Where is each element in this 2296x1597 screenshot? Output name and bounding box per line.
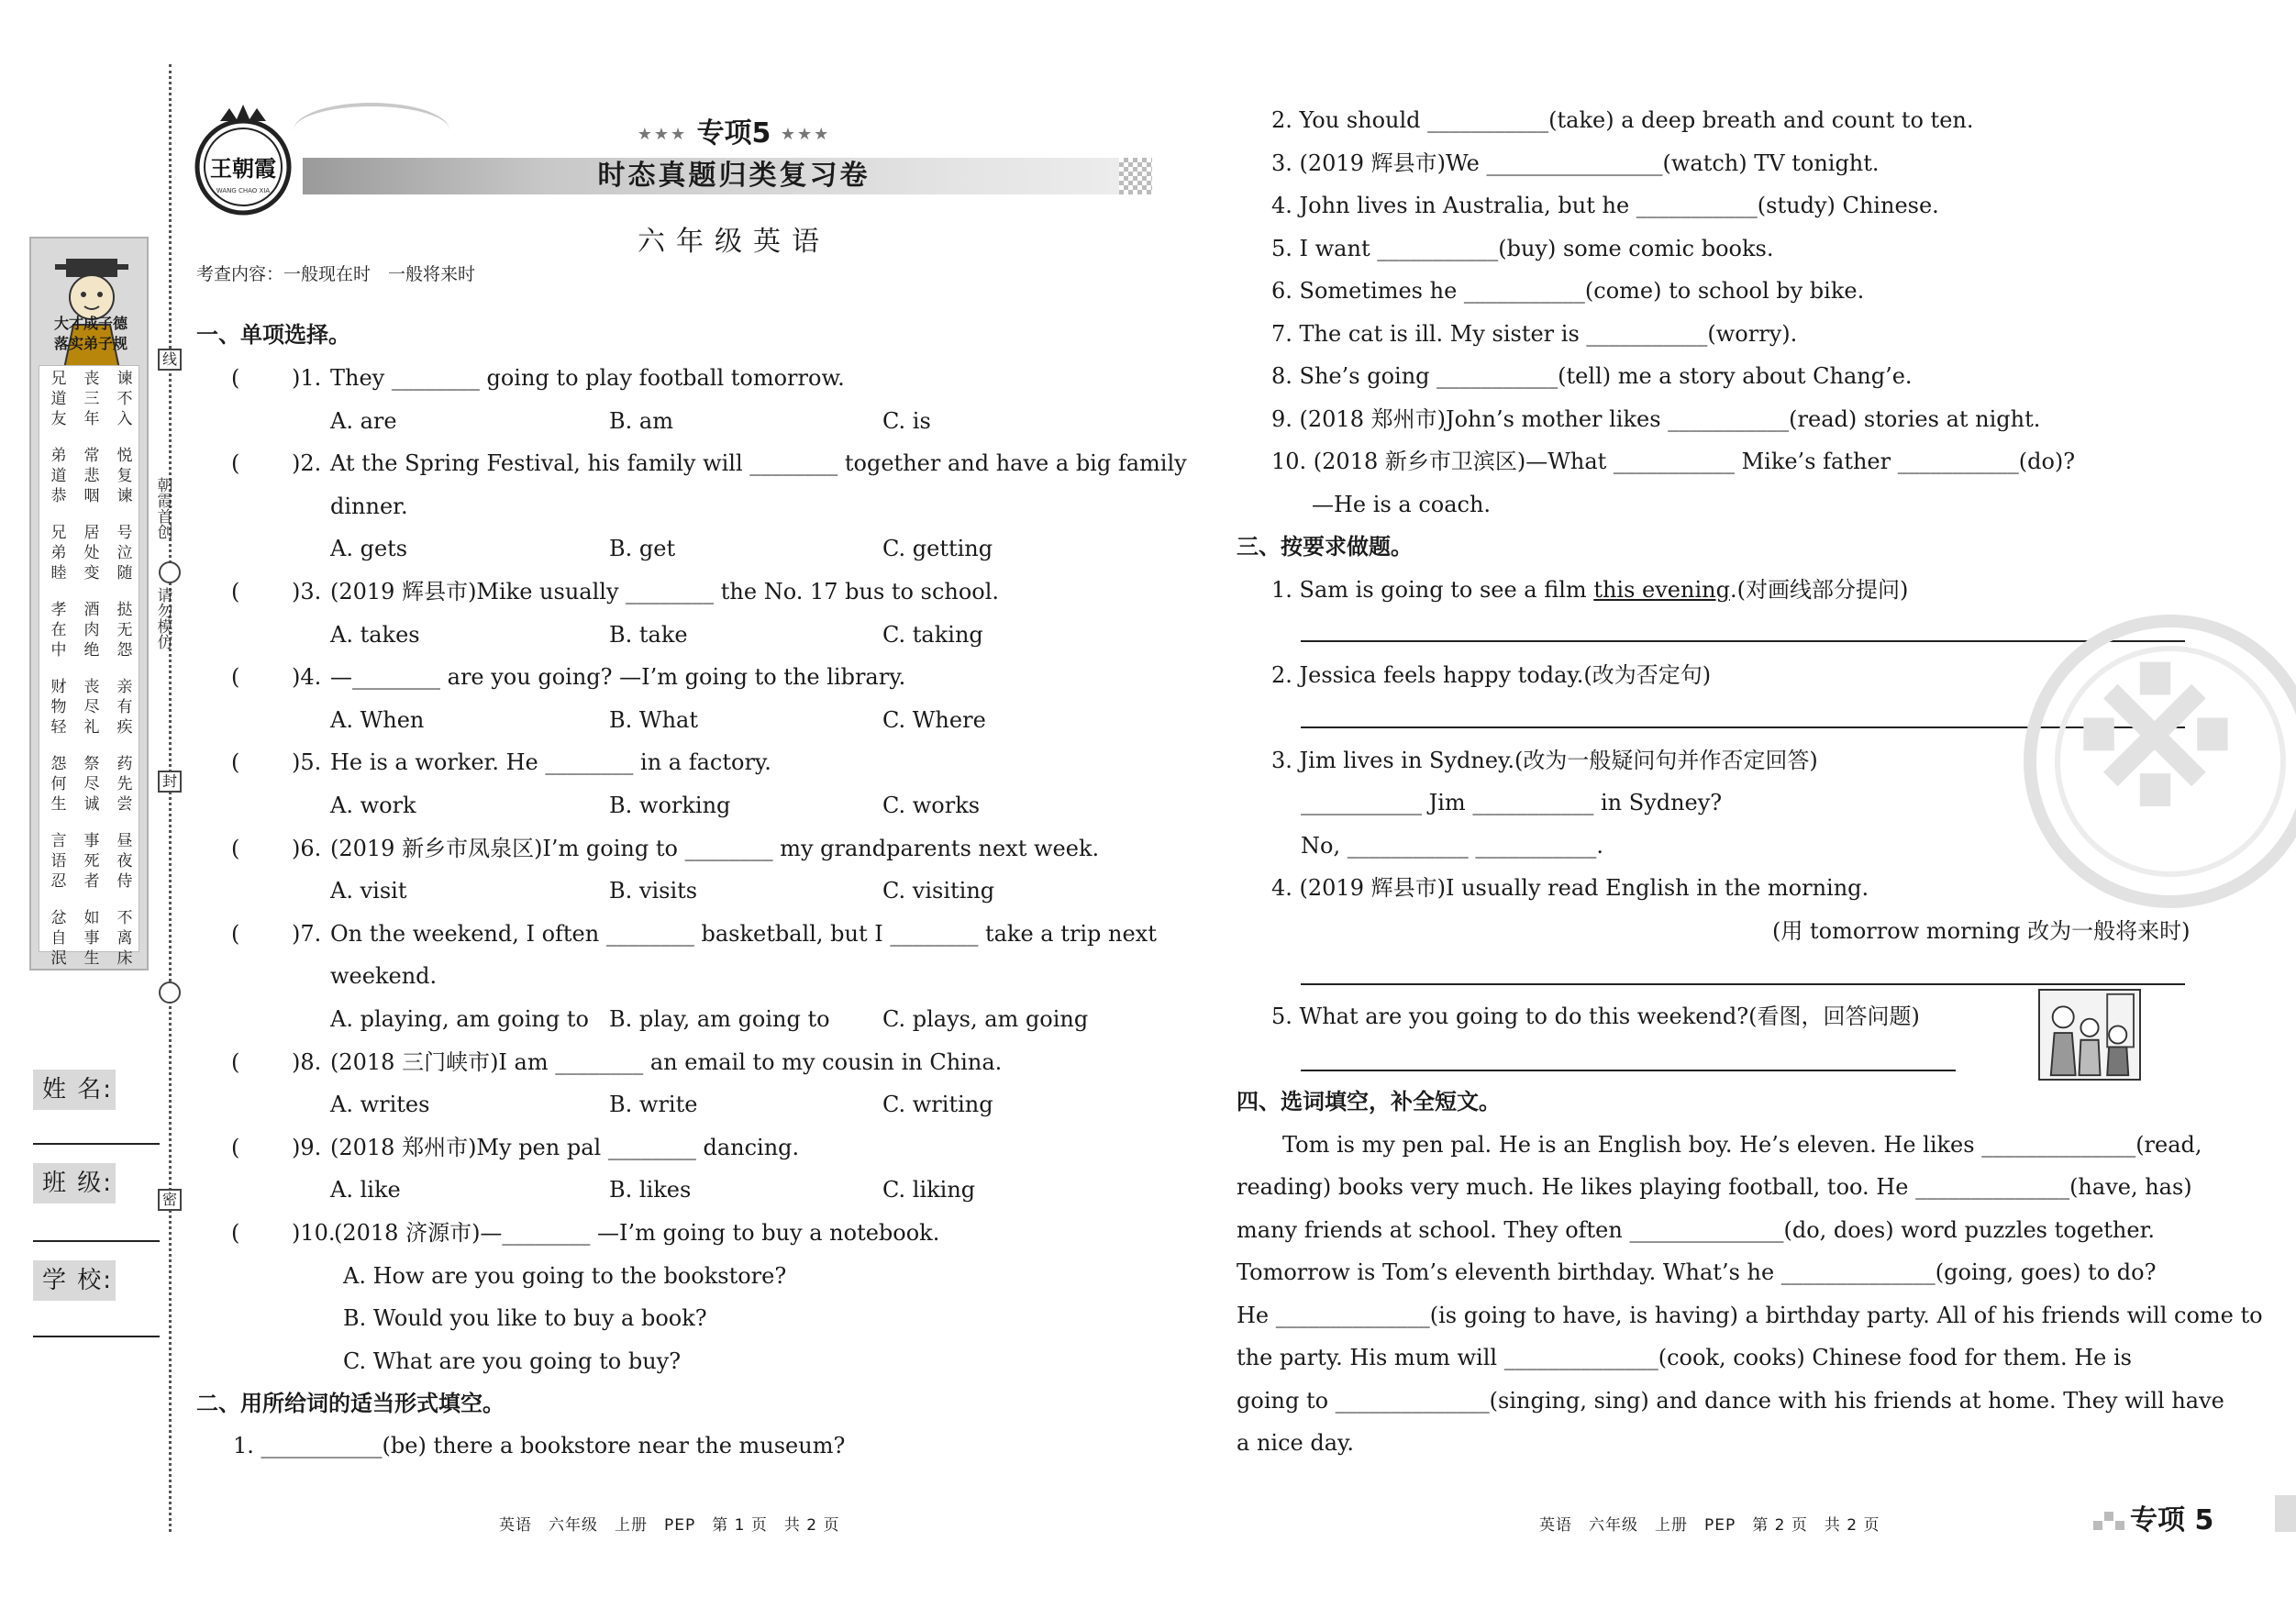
question-number: )2. (292, 450, 322, 477)
passage-line-7[interactable]: going to ______________(singing, sing) and dance with his friends at home. They will have (1237, 1388, 2224, 1414)
passage-line-1[interactable]: Tom is my pen pal. He is an English boy. He’s eleven. He likes ______________(read, (1282, 1132, 2202, 1158)
motto-column: 丧 三 年 (83, 370, 100, 428)
bind-mark-mi: 密 (158, 1189, 182, 1211)
question-text: (2018 济源市)—________ —I’m going to buy a notebook. (334, 1220, 940, 1246)
question-text-continued: dinner. (330, 493, 408, 519)
answer-paren[interactable]: ( (231, 365, 240, 391)
option-c[interactable]: C. Where (882, 706, 986, 733)
section-3-title: 三、按要求做题。 (1237, 534, 1413, 560)
motto-title: 大才成子德 落实弟子规 (53, 315, 128, 352)
cut-line (169, 64, 172, 1532)
watermark-seal-glyph: ※ (2070, 645, 2241, 848)
corner-grey-block (2275, 1495, 2296, 1532)
motto-column: 酒 肉 绝 (83, 601, 100, 660)
option-c[interactable]: C. works (882, 793, 981, 818)
question-number: )8. (292, 1048, 322, 1075)
option-c[interactable]: C. What are you going to buy? (343, 1347, 682, 1374)
motto-text (48, 369, 139, 985)
motto-column: 居 处 变 (83, 524, 100, 582)
corner-section-label: 专项 5 (2130, 1504, 2214, 1536)
answer-paren[interactable]: ( (231, 1134, 240, 1160)
option-c[interactable]: C. liking (882, 1177, 976, 1203)
header-ribbon (294, 103, 449, 158)
task-2: 2. Jessica feels happy today.(改为否定句) (1271, 662, 1712, 688)
name-field[interactable] (33, 1143, 160, 1145)
name-label: 姓 名: (33, 1070, 116, 1110)
task-5-answer-line[interactable] (1301, 1070, 1956, 1071)
option-b[interactable]: B. likes (609, 1177, 692, 1203)
task-1-text-a: 1. Sam is going to see a film (1271, 577, 1594, 603)
logo-text: 王朝霞 (210, 155, 276, 182)
task-1-underlined: this evening (1593, 577, 1730, 603)
option-b[interactable]: B. write (609, 1092, 698, 1118)
option-b[interactable]: B. get (609, 536, 676, 562)
question-number: )3. (292, 579, 322, 604)
question-text: —________ are you going? —I’m going to the library. (330, 664, 906, 691)
question-number: )7. (292, 920, 322, 947)
special-label (624, 110, 844, 150)
option-a[interactable]: A. playing, am going to (330, 1006, 589, 1032)
motto-column: 亲 有 疾 (116, 678, 133, 737)
passage-line-5[interactable]: He ______________(is going to have, is having) a birthday party. All of his friends will come to (1237, 1303, 2263, 1328)
question-number: )4. (292, 664, 322, 691)
bind-mark-feng: 封 (158, 771, 182, 793)
motto-column: 言 语 忍 (50, 832, 67, 891)
motto-column: 悦 复 谏 (116, 447, 133, 505)
passage-line-2[interactable]: reading) books very much. He likes playing football, too. He ______________(have, has) (1237, 1174, 2192, 1200)
answer-paren[interactable]: ( (231, 579, 240, 604)
motto-column: 号 泣 随 (116, 524, 133, 582)
vertical-note-1 (152, 477, 172, 545)
question-text-continued: weekend. (330, 963, 438, 990)
option-c[interactable]: C. writing (882, 1092, 993, 1118)
passage-line-8: a nice day. (1237, 1430, 1355, 1456)
option-c[interactable]: C. getting (882, 536, 993, 562)
passage-line-3[interactable]: many friends at school. They often ______________(do, does) word puzzles together. (1237, 1217, 2156, 1243)
fill-item-1[interactable]: 1. ___________(be) there a bookstore near the museum? (233, 1433, 846, 1458)
question-text: (2018 三门峡市)I am ________ an email to my cousin in China. (330, 1048, 1003, 1075)
motto-row (48, 908, 136, 969)
footer-page-1: 英语 六年级 上册 PEP 第 1 页 共 2 页 (499, 1516, 840, 1535)
option-a[interactable]: A. gets (330, 536, 408, 562)
task-1-answer-line[interactable] (1301, 640, 2185, 642)
option-a[interactable]: A. How are you going to the bookstore? (343, 1262, 787, 1289)
motto-row (48, 831, 136, 892)
task-4-hint: (用 tomorrow morning 改为一般将来时) (1772, 918, 2191, 944)
task-3-answer-blank[interactable]: No, ___________ ___________. (1301, 833, 1603, 859)
answer-paren[interactable]: ( (231, 450, 240, 477)
motto-column: 祭 尽 诚 (83, 755, 100, 814)
class-field[interactable] (33, 1240, 160, 1242)
fill-item-7[interactable]: 7. The cat is ill. My sister is ___________(worry). (1271, 321, 1798, 347)
motto-column: 常 悲 咽 (83, 447, 100, 505)
question-number: )5. (292, 749, 322, 776)
task-1-text-b: .(对画线部分提问) (1729, 577, 1909, 603)
option-a[interactable]: A. writes (330, 1092, 430, 1118)
motto-column: 不 离 床 (116, 909, 133, 968)
motto-row (48, 754, 136, 815)
motto-column: 弟 道 恭 (50, 447, 67, 505)
option-b[interactable]: B. What (609, 706, 698, 733)
fill-item-5[interactable]: 5. I want ___________(buy) some comic books. (1271, 236, 1774, 261)
exam-scope: 考查内容：一般现在时 一般将来时 (196, 264, 476, 284)
footer-page-2: 英语 六年级 上册 PEP 第 2 页 共 2 页 (1539, 1516, 1880, 1535)
option-a[interactable]: A. are (330, 407, 397, 434)
header-checker-pattern (1119, 158, 1152, 194)
motto-column: 忿 自 泯 (50, 909, 67, 968)
option-b[interactable]: B. visits (609, 878, 698, 904)
fill-item-3[interactable]: 3. (2019 辉县市)We ________________(watch) TV tonight. (1271, 150, 1880, 176)
option-c[interactable]: C. is (882, 407, 931, 434)
answer-paren[interactable]: ( (231, 1048, 240, 1075)
motto-column: 谏 不 入 (116, 370, 133, 428)
section-1-title: 一、单项选择。 (196, 322, 350, 348)
grade-subject: 六年级英语 (638, 226, 830, 258)
question-text: (2019 辉县市)Mike usually ________ the No. 17 bus to school. (330, 579, 1000, 604)
option-b[interactable]: B. Would you like to buy a book? (343, 1305, 707, 1332)
vertical-note-2 (152, 587, 172, 655)
answer-paren[interactable]: ( (231, 664, 240, 691)
motto-row (48, 600, 136, 660)
task-4-answer-line[interactable] (1301, 983, 2185, 985)
fill-item-4[interactable]: 4. John lives in Australia, but he ___________(study) Chinese. (1271, 193, 1939, 218)
fill-item-8[interactable]: 8. She’s going ___________(tell) me a story about Chang’e. (1271, 363, 1913, 389)
question-number: )10. (292, 1220, 336, 1246)
motto-column: 孝 在 中 (50, 601, 67, 660)
option-b[interactable]: B. working (609, 793, 731, 818)
question-text: At the Spring Festival, his family will ________ together and have a big family (330, 450, 1187, 477)
family-picture-icon (2038, 989, 2141, 1081)
task-3-question-blank[interactable]: ___________ Jim ___________ in Sydney? (1301, 790, 1723, 815)
fill-item-10[interactable]: 10. (2018 新乡市卫滨区)—What ___________ Mike’s father ___________(do)? (1271, 449, 2076, 474)
section-4-title: 四、选词填空，补全短文。 (1237, 1089, 1501, 1115)
motto-column: 如 事 生 (83, 909, 100, 968)
vertical-note-1-text: 朝霞首创 (153, 477, 172, 539)
motto-column: 丧 尽 礼 (83, 678, 100, 737)
fill-item-10-answer: —He is a coach. (1312, 492, 1492, 517)
question-number: )1. (292, 365, 322, 391)
option-c[interactable]: C. plays, am going (882, 1006, 1089, 1032)
motto-column: 挞 无 怨 (116, 601, 133, 660)
question-text: (2018 郑州市)My pen pal ________ dancing. (330, 1134, 800, 1160)
motto-row (48, 523, 136, 583)
option-a[interactable]: A. visit (330, 878, 407, 904)
motto-row (48, 677, 136, 738)
passage-line-4[interactable]: Tomorrow is Tom’s eleventh birthday. What’s he ______________(going, goes) to do? (1237, 1259, 2157, 1285)
task-4: 4. (2019 辉县市)I usually read English in the morning. (1271, 875, 1869, 901)
question-text: He is a worker. He ________ in a factory. (330, 749, 771, 776)
class-label: 班 级: (33, 1163, 116, 1203)
motto-row (48, 369, 136, 429)
question-text: On the weekend, I often ________ basketball, but I ________ take a trip next (330, 920, 1157, 947)
passage-line-6[interactable]: the party. His mum will ______________(cook, cooks) Chinese food for them. He is (1237, 1345, 2132, 1370)
section-2-title: 二、用所给词的适当形式填空。 (196, 1391, 505, 1416)
answer-paren[interactable]: ( (231, 835, 240, 861)
option-c[interactable]: C. taking (882, 621, 983, 648)
stars-right: ★★★ (780, 125, 831, 144)
option-a[interactable]: A. work (330, 793, 416, 818)
option-a[interactable]: A. takes (330, 621, 420, 648)
motto-row (48, 446, 136, 506)
option-b[interactable]: B. play, am going to (609, 1006, 830, 1032)
task-1 (1271, 576, 1908, 604)
motto-column: 财 物 轻 (50, 678, 67, 737)
motto-column: 事 死 者 (83, 832, 100, 891)
watermark-seal-icon (2024, 615, 2296, 908)
motto-column: 怨 何 生 (50, 755, 67, 814)
bind-mark-xian: 线 (158, 349, 182, 371)
school-label: 学 校: (33, 1260, 116, 1301)
bind-hole (159, 981, 181, 1004)
answer-paren[interactable]: ( (231, 1220, 240, 1246)
question-text: They ________ going to play football tomorrow. (330, 365, 845, 391)
task-3: 3. Jim lives in Sydney.(改为一般疑问句并作否定回答) (1271, 748, 1818, 773)
corner-decoration (2093, 1510, 2126, 1532)
paper-title: 时态真题归类复习卷 (597, 160, 871, 192)
option-a[interactable]: A. like (330, 1177, 401, 1203)
logo-subtext: WANG CHAO XIA (216, 187, 271, 194)
motto-column: 兄 道 友 (50, 370, 67, 428)
answer-paren[interactable]: ( (231, 749, 240, 776)
school-field[interactable] (33, 1336, 160, 1337)
fill-item-6[interactable]: 6. Sometimes he ___________(come) to school by bike. (1271, 278, 1865, 304)
fill-item-9[interactable]: 9. (2018 郑州市)John’s mother likes ___________(read) stories at night. (1271, 406, 2041, 432)
option-c[interactable]: C. visiting (882, 878, 995, 904)
motto-column: 昼 夜 侍 (116, 832, 133, 891)
bind-hole (159, 561, 181, 583)
question-number: )6. (292, 835, 322, 861)
vertical-note-2-text: 请勿模仿 (153, 587, 172, 649)
motto-column: 兄 弟 睦 (50, 524, 67, 582)
option-a[interactable]: A. When (330, 706, 425, 733)
task-5: 5. What are you going to do this weekend?(看图，回答问题) (1271, 1004, 1920, 1029)
publisher-logo-icon (183, 101, 303, 220)
binding-strip (0, 0, 183, 1597)
question-number: )9. (292, 1134, 322, 1160)
fill-item-2[interactable]: 2. You should ___________(take) a deep breath and count to ten. (1271, 107, 1974, 133)
special-text: 专项5 (696, 117, 771, 150)
option-b[interactable]: B. am (609, 407, 673, 434)
answer-paren[interactable]: ( (231, 920, 240, 947)
option-b[interactable]: B. take (609, 621, 688, 648)
motto-column: 药 先 尝 (116, 755, 133, 814)
stars-left: ★★★ (637, 125, 688, 144)
question-text: (2019 新乡市凤泉区)I’m going to ________ my grandparents next week. (330, 835, 1100, 861)
